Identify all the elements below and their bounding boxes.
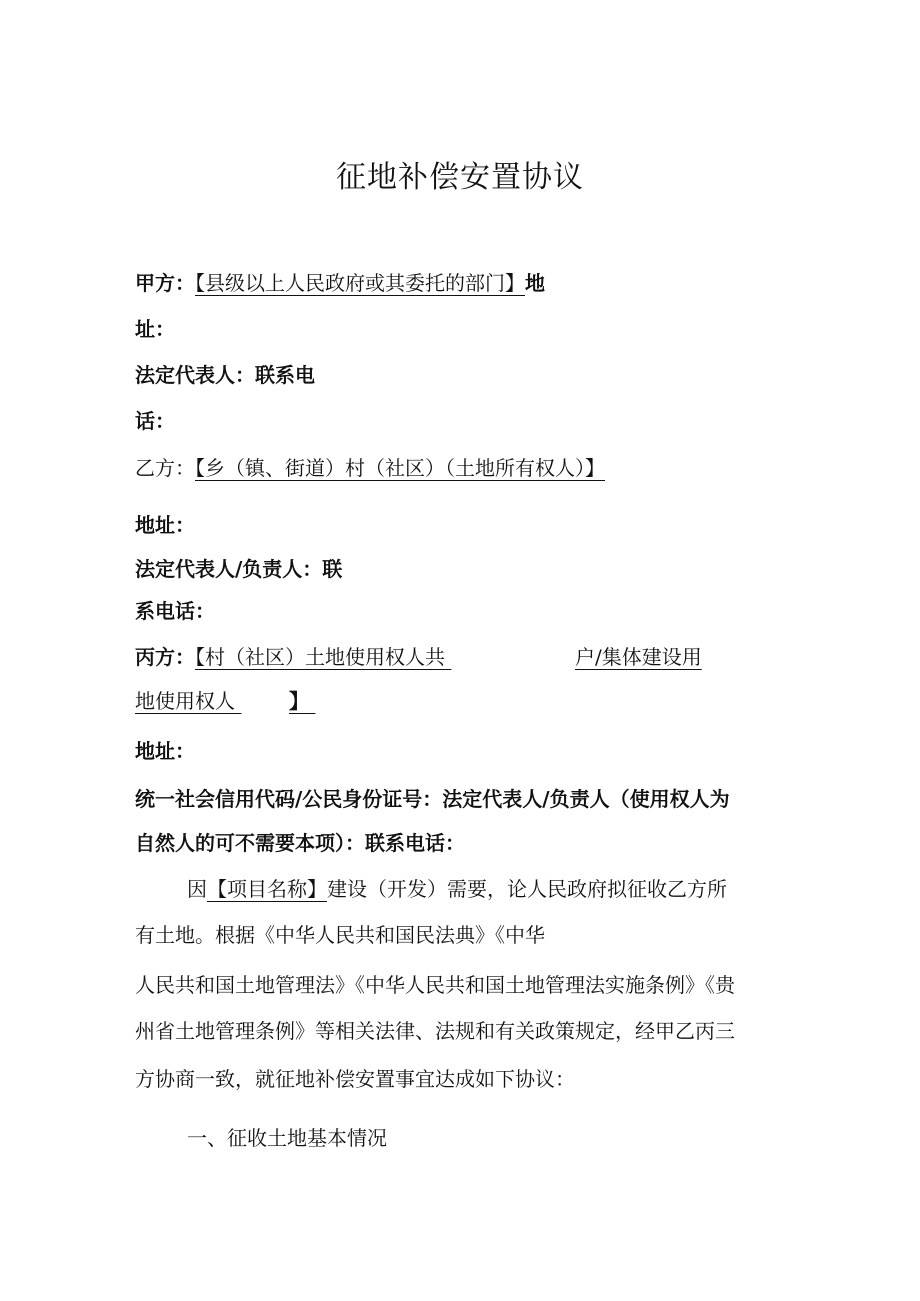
party-b-line: [135, 454, 605, 482]
party-c-name-part3: 地使用权人: [135, 689, 235, 713]
body-indent-text: 因: [187, 877, 207, 901]
party-c-blank-count: [445, 643, 575, 671]
party-c-name-part1: 【村（社区）土地使用权人共: [195, 645, 445, 669]
party-a-address: 址：: [135, 317, 175, 341]
section-heading-1: 一、征收土地基本情况: [187, 1126, 387, 1150]
party-b-name: 【乡（镇、街道）村（社区）（土地所有权人）】: [195, 456, 605, 480]
party-a-address-start: 地: [525, 271, 545, 295]
party-c-name-close: 】: [289, 689, 309, 713]
party-c-credit-line2: 自然人的可不需要本项）：联系电话：: [135, 831, 465, 855]
party-b-label: 乙方：: [135, 456, 195, 480]
party-a-line: [135, 269, 545, 297]
body-line4: 州省土地管理条例》等相关法律、法规和有关政策规定，经甲乙丙三: [135, 1019, 735, 1043]
party-c-name-part2: 户/集体建设用: [575, 645, 702, 669]
party-c-line2: [135, 687, 323, 715]
body-line1: [187, 875, 727, 903]
party-c-address: 地址：: [135, 739, 195, 763]
party-a-phone: 话：: [135, 409, 175, 433]
party-b-rep: 法定代表人/负责人：联: [135, 557, 343, 581]
party-b-address: 地址：: [135, 513, 195, 537]
body-line2: 有土地。根据《中华人民共和国民法典》《中华: [135, 923, 545, 947]
party-c-blank-name: [235, 687, 289, 715]
party-a-name: 【县级以上人民政府或其委托的部门】: [195, 271, 525, 295]
document-title: 征地补偿安置协议: [336, 160, 584, 195]
project-name-placeholder: 【项目名称】: [207, 877, 327, 901]
party-b-phone: 系电话：: [135, 599, 215, 623]
body-line1-rest: 建设（开发）需要，论人民政府拟征收乙方所: [327, 877, 727, 901]
party-c-label: 丙方：: [135, 645, 195, 669]
party-a-label: 甲方：: [135, 271, 195, 295]
party-c-line: [135, 643, 702, 671]
party-a-rep: 法定代表人：联系电: [135, 363, 315, 387]
party-c-credit-line1: 统一社会信用代码/公民身份证号：法定代表人/负责人（使用权人为: [135, 787, 730, 811]
party-c-blank-tail: [309, 687, 323, 715]
body-line3: 人民共和国土地管理法》《中华人民共和国土地管理法实施条例》《贵: [135, 973, 735, 997]
body-line5: 方协商一致，就征地补偿安置事宜达成如下协议：: [135, 1067, 575, 1091]
